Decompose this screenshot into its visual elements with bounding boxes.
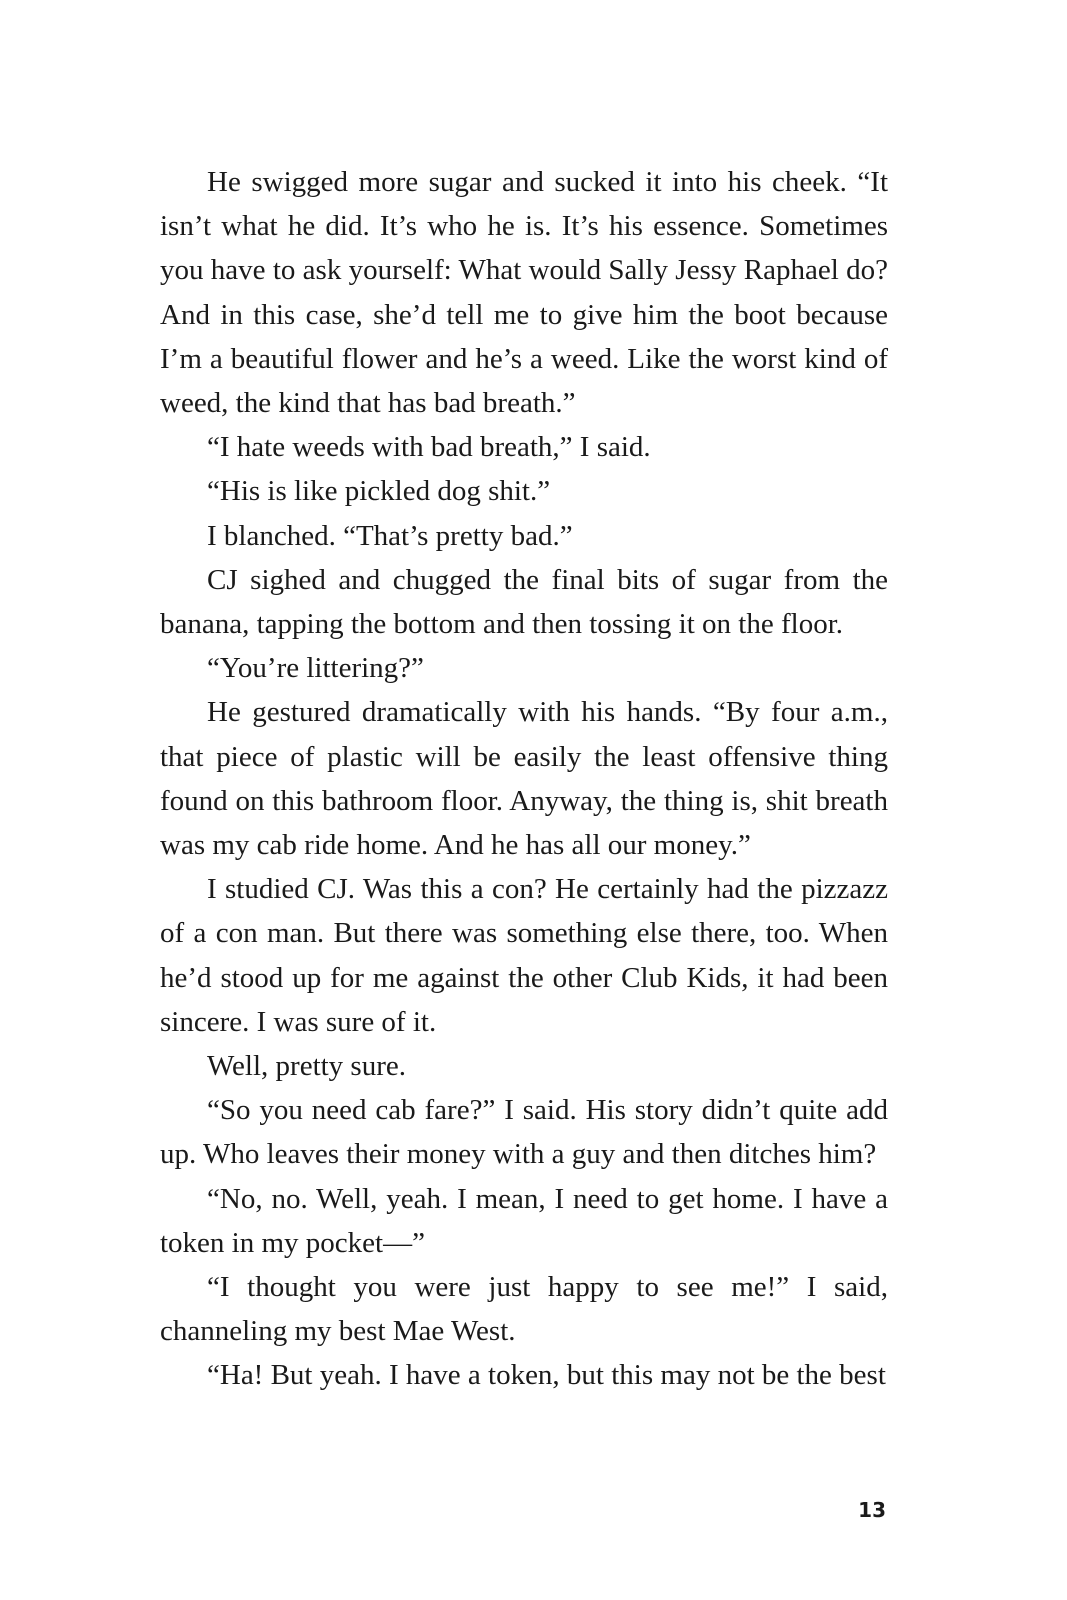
paragraph: CJ sighed and chugged the final bits of sugar from the banana, tapping the bottom and then tossing it on the floor. xyxy=(160,563,888,641)
paragraph: He swigged more sugar and sucked it into his cheek. “It isn’t what he did. It’s who he is. It’s his essence. Sometimes you have to ask yourself: What would Sally Jessy Raphael do? And in this case, she’d tell me to give him the boot because I’m a beautiful flower and he’s a weed. Like the worst kind of weed, the kind that has bad breath.” xyxy=(160,166,888,420)
paragraph: I blanched. “That’s pretty bad.” xyxy=(207,519,573,552)
paragraph: I studied CJ. Was this a con? He certainly had the pizzazz of a con man. But there was something else there, too. When he’d stood up for me against the other Club Kids, it had been sincere. I was sure of it. xyxy=(160,873,888,1038)
paragraph: “I thought you were just happy to see me!” I said, channeling my best Mae West. xyxy=(160,1271,888,1348)
paragraph: “No, no. Well, yeah. I mean, I need to get home. I have a token in my pocket—” xyxy=(160,1182,888,1259)
paragraph: “His is like pickled dog shit.” xyxy=(207,475,551,508)
body-text xyxy=(160,160,888,1398)
page-number: 13 xyxy=(858,1498,886,1522)
paragraph: “So you need cab fare?” I said. His story didn’t quite add up. Who leaves their money with a guy and then ditches him? xyxy=(160,1094,888,1171)
paragraph: “I hate weeds with bad breath,” I said. xyxy=(207,431,651,464)
paragraph: “You’re littering?” xyxy=(207,652,424,685)
paragraph: “Ha! But yeah. I have a token, but this may not be the best xyxy=(207,1359,886,1392)
paragraph: Well, pretty sure. xyxy=(207,1050,406,1083)
paragraph: He gestured dramatically with his hands. “By four a.m., that piece of plastic will be easily the least offensive thing found on this bathroom floor. Anyway, the thing is, shit breath was my cab ride home. And he has all our money.” xyxy=(160,696,888,862)
